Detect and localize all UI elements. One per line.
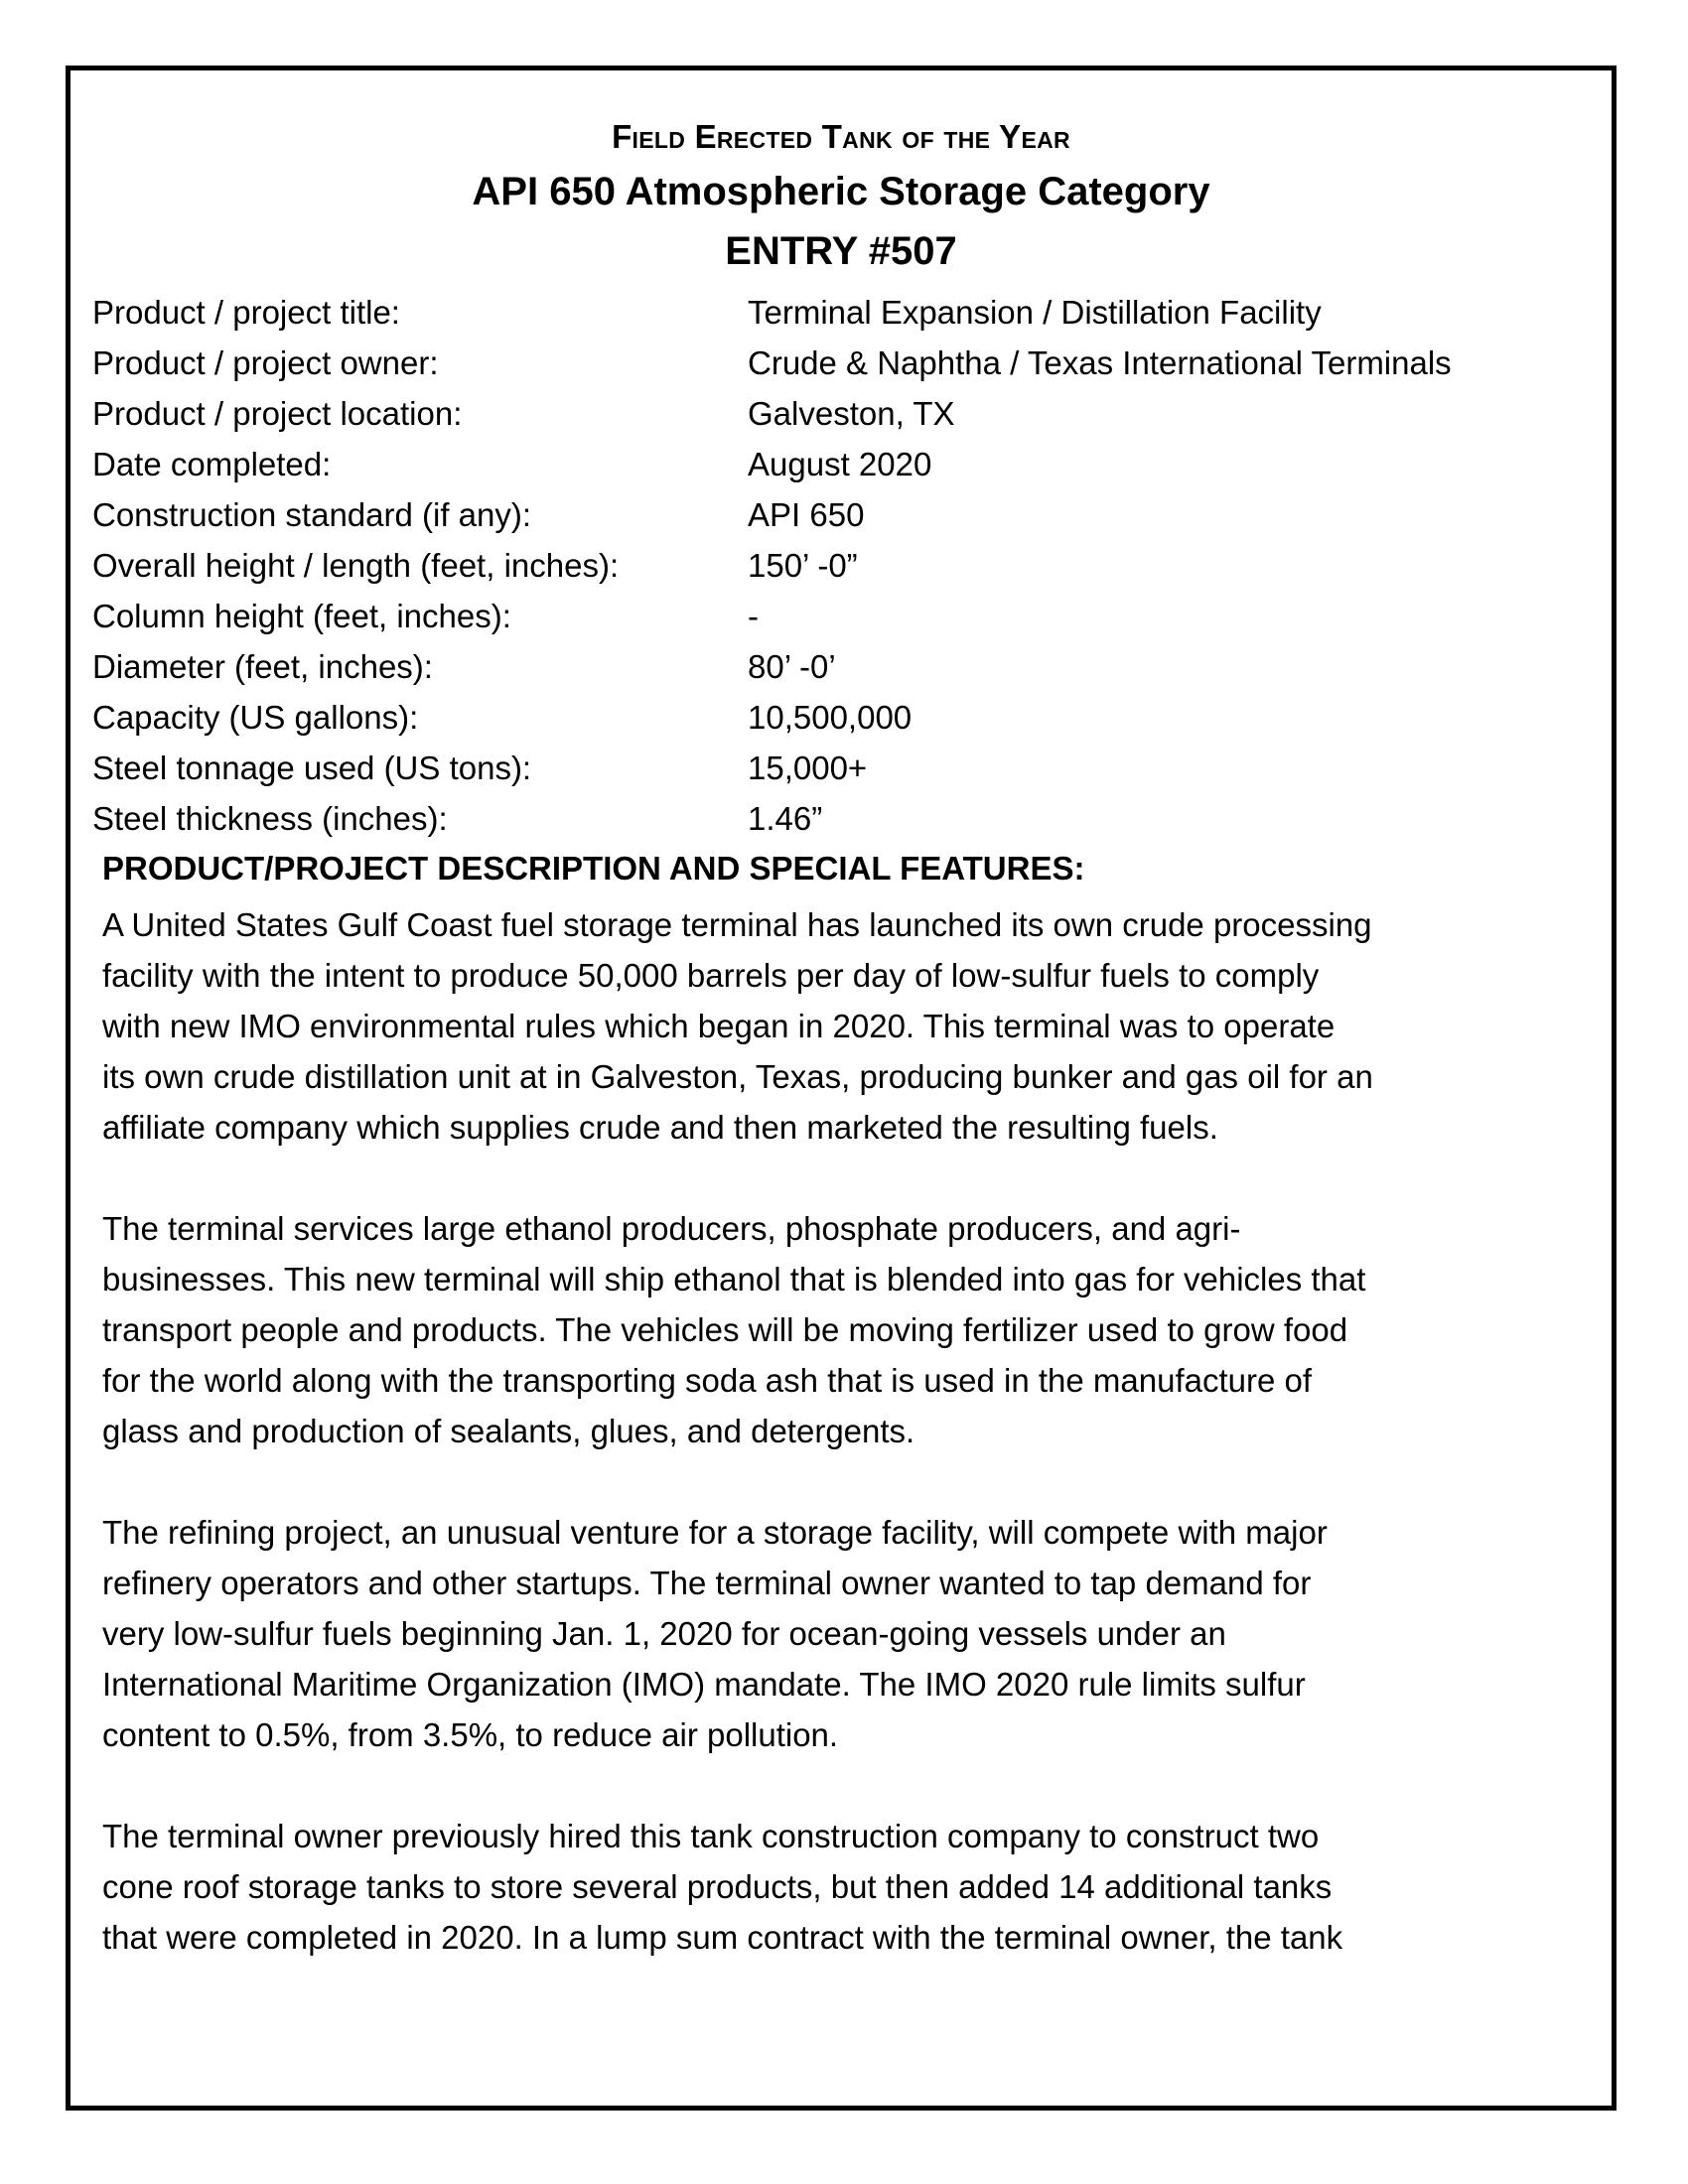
field-value: 80’ -0’ — [748, 648, 836, 685]
field-label: Product / project owner: — [92, 344, 439, 381]
description-paragraph — [102, 899, 1592, 1153]
field-value: Terminal Expansion / Distillation Facility — [748, 294, 1322, 331]
field-value: 150’ -0” — [748, 547, 858, 584]
paragraph-line: for the world along with the transporting soda ash that is used in the manufacture of — [102, 1362, 1313, 1399]
field-row-diameter — [92, 641, 1602, 692]
paragraph-line: with new IMO environmental rules which began in 2020. This terminal was to operate — [102, 1008, 1336, 1044]
paragraph-line: The terminal owner previously hired this tank construction company to construct two — [102, 1818, 1320, 1854]
field-label: Steel tonnage used (US tons): — [92, 750, 532, 786]
field-row-column-height — [92, 591, 1602, 641]
field-label: Column height (feet, inches): — [92, 598, 511, 634]
paragraph-line: transport people and products. The vehicles will be moving fertilizer used to grow food — [102, 1311, 1348, 1348]
field-value: August 2020 — [748, 446, 932, 482]
paragraph-line: The terminal services large ethanol producers, phosphate producers, and agri- — [102, 1210, 1241, 1247]
paragraph-line: affiliate company which supplies crude and then marketed the resulting fuels. — [102, 1109, 1218, 1146]
field-label: Date completed: — [92, 446, 332, 482]
field-row-capacity — [92, 692, 1602, 743]
field-row-location — [92, 388, 1602, 439]
paragraph-line: cone roof storage tanks to store several products, but then added 14 additional tanks — [102, 1868, 1333, 1905]
category-title: API 650 Atmospheric Storage Category — [472, 170, 1210, 213]
field-row-thickness — [92, 793, 1602, 844]
description-paragraph — [102, 1203, 1592, 1456]
field-value: - — [748, 598, 759, 634]
field-label: Steel thickness (inches): — [92, 800, 448, 837]
field-row-owner — [92, 338, 1602, 388]
paragraph-line: content to 0.5%, from 3.5%, to reduce air pollution. — [102, 1716, 839, 1753]
award-title: Field Erected Tank of the Year — [612, 118, 1070, 155]
field-value: 15,000+ — [748, 750, 868, 786]
paragraph-line: that were completed in 2020. In a lump sum contract with the terminal owner, the tank — [102, 1919, 1343, 1956]
description-paragraph — [102, 1507, 1592, 1760]
page-border — [66, 66, 1617, 2111]
paragraph-line: businesses. This new terminal will ship ethanol that is blended into gas for vehicles that — [102, 1261, 1366, 1297]
description-body — [102, 899, 1592, 2013]
field-label: Product / project title: — [92, 294, 400, 331]
paragraph-line: refinery operators and other startups. The terminal owner wanted to tap demand for — [102, 1565, 1312, 1601]
field-value: Galveston, TX — [748, 395, 955, 432]
paragraph-line: The refining project, an unusual venture for a storage facility, will compete with major — [102, 1514, 1328, 1551]
field-label: Construction standard (if any): — [92, 496, 532, 533]
field-row-tonnage — [92, 743, 1602, 793]
field-value: 10,500,000 — [748, 699, 913, 736]
paragraph-line: facility with the intent to produce 50,000 barrels per day of low-sulfur fuels to comply — [102, 957, 1320, 994]
field-label: Diameter (feet, inches): — [92, 648, 433, 685]
field-value: API 650 — [748, 496, 865, 533]
field-label: Product / project location: — [92, 395, 463, 432]
project-fields — [92, 287, 1602, 844]
field-label: Capacity (US gallons): — [92, 699, 419, 736]
description-heading: PRODUCT/PROJECT DESCRIPTION AND SPECIAL FEATURES: — [102, 850, 1085, 887]
field-row-title — [92, 287, 1602, 338]
entry-number: ENTRY #507 — [725, 229, 957, 273]
paragraph-line: International Maritime Organization (IMO) mandate. The IMO 2020 rule limits sulfur — [102, 1666, 1306, 1703]
field-value: Crude & Naphtha / Texas International Terminals — [748, 344, 1452, 381]
description-paragraph — [102, 1811, 1592, 1963]
paragraph-line: its own crude distillation unit at in Galveston, Texas, producing bunker and gas oil for an — [102, 1058, 1373, 1095]
paragraph-line: glass and production of sealants, glues, and detergents. — [102, 1413, 915, 1449]
paragraph-line: very low-sulfur fuels beginning Jan. 1, 2020 for ocean-going vessels under an — [102, 1615, 1226, 1652]
field-row-date — [92, 439, 1602, 489]
field-value: 1.46” — [748, 800, 823, 837]
field-row-height — [92, 540, 1602, 591]
field-row-standard — [92, 489, 1602, 540]
field-label: Overall height / length (feet, inches): — [92, 547, 620, 584]
paragraph-line: A United States Gulf Coast fuel storage terminal has launched its own crude processing — [102, 906, 1372, 943]
